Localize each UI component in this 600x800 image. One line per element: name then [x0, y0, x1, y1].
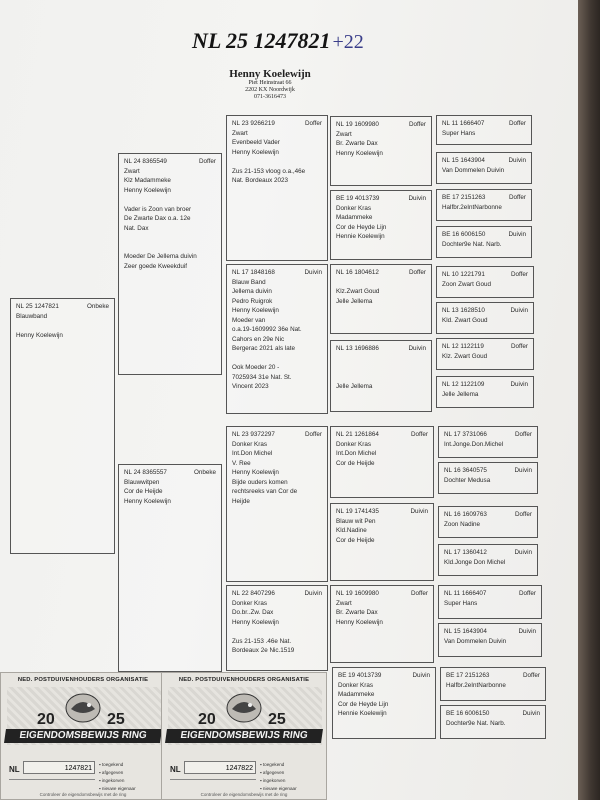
- pigeon-detail: Donker Kras: [232, 440, 267, 448]
- ownership-card: [161, 672, 327, 800]
- card-ring-number: 1247822: [184, 761, 256, 774]
- ring-number: BE 17 2151263: [446, 672, 490, 679]
- ring-number: NL 10 1221791: [442, 271, 485, 278]
- ownership-card: [0, 672, 166, 800]
- ring-number: NL 16 1609763: [444, 511, 487, 518]
- ancestor-box: [226, 115, 328, 261]
- card-country: NL: [9, 765, 20, 774]
- pigeon-detail: Henny Koelewijn: [232, 618, 279, 626]
- pigeon-detail: [124, 233, 216, 243]
- pigeon-detail: Jelle Jellema: [336, 297, 373, 305]
- pigeon-detail: Halfbr.2eIntNarbonne: [446, 681, 506, 689]
- pigeon-detail: Jellema duivin: [232, 288, 272, 295]
- pigeon-detail: Klz. Zwart Goud: [442, 352, 488, 360]
- ring-number: NL 12 1122119: [442, 343, 484, 350]
- pigeon-detail: Int.Don Michel: [336, 450, 377, 457]
- sex-label: Doffer: [510, 271, 528, 278]
- pigeon-detail: Ook Moeder 20 -: [232, 364, 280, 371]
- pigeon-detail: [124, 243, 216, 253]
- subject-pigeon-box: [10, 298, 115, 554]
- pigeon-detail: Dochter9e Nat. Narb.: [446, 719, 506, 727]
- pigeon-detail: Do.br..Zw. Dax: [232, 609, 274, 616]
- ancestor-box: [438, 506, 538, 538]
- sex-label: Onbeke: [86, 303, 109, 310]
- pigeon-detail: Kld.Jonge Don Michel: [444, 558, 506, 566]
- pigeon-detail: Blauw wit Pen: [336, 517, 376, 525]
- ring-number: NL 23 9266219: [232, 120, 275, 127]
- card-header: NED. POSTDUIVENHOUDERS ORGANISATIE: [17, 677, 149, 683]
- pigeon-detail: Van Dommelen Duivin: [442, 166, 505, 174]
- pigeon-emblem-icon: [224, 691, 264, 725]
- sex-label: Duivin: [510, 381, 528, 388]
- pigeon-detail: [336, 363, 426, 373]
- pigeon-detail: [232, 627, 322, 637]
- pigeon-detail: Moeder van: [232, 316, 266, 324]
- ancestor-box: [436, 189, 532, 221]
- sex-label: Duivin: [522, 710, 540, 717]
- sex-label: Duivin: [304, 269, 322, 276]
- card-icon-label: ▪ ingekorven: [99, 778, 125, 783]
- pigeon-detail: Blauw Band: [232, 278, 266, 286]
- pigeon-detail: Henny Koelewijn: [232, 469, 279, 476]
- pigeon-detail: Nat. Dax: [124, 224, 149, 232]
- card-icon-label: ▪ nieuwe eigenaar: [99, 786, 136, 791]
- sex-label: Doffer: [514, 431, 532, 438]
- pigeon-detail: Blauwwitpen: [124, 478, 160, 486]
- pigeon-detail: Klz.Zwart Goud: [336, 288, 380, 295]
- pigeon-detail: Van Dommelen Duivin: [444, 637, 507, 645]
- pigeon-detail: V. Ree: [232, 459, 251, 467]
- pigeon-detail: Cor de Heijde: [336, 459, 375, 467]
- sex-label: Doffer: [508, 120, 526, 127]
- pigeon-detail: Br. Zwarte Dax: [336, 140, 378, 147]
- pigeon-detail: Klz Madammeke: [124, 177, 171, 184]
- table-edge: [578, 0, 600, 800]
- card-country: NL: [170, 765, 181, 774]
- pigeon-detail: Jelle Jellema: [442, 390, 479, 398]
- sex-label: Duivin: [508, 157, 526, 164]
- sex-label: Doffer: [522, 672, 540, 679]
- ring-number: BE 19 4013739: [336, 195, 380, 202]
- sex-label: Doffer: [514, 511, 532, 518]
- sex-label: Onbeke: [193, 469, 216, 476]
- pigeon-emblem-icon: [63, 691, 103, 725]
- pigeon-detail: Zus 21-153 .46e Nat.: [232, 637, 292, 645]
- ring-number: NL 15 1643904: [444, 628, 487, 635]
- ring-number: NL 15 1643904: [442, 157, 485, 164]
- card-header: NED. POSTDUIVENHOUDERS ORGANISATIE: [178, 677, 310, 683]
- ancestor-box: [226, 426, 328, 582]
- pigeon-detail: Henny Koelewijn: [232, 307, 279, 314]
- ring-number: NL 11 1666407: [444, 590, 487, 597]
- sex-label: Doffer: [304, 431, 322, 438]
- pigeon-detail: o.a.19-1609992 36e Nat.: [232, 326, 302, 333]
- ancestor-box: [436, 376, 534, 408]
- ancestor-box: [118, 464, 222, 672]
- pigeon-detail: Moeder De Jellema duivin: [124, 253, 197, 260]
- ancestor-box: [330, 190, 432, 260]
- ring-number: NL 13 1696886: [336, 345, 379, 352]
- pigeon-detail: Henny Koelewijn: [336, 149, 383, 157]
- card-band: EIGENDOMSBEWIJS RING: [4, 729, 162, 743]
- card-year-left: 20: [37, 711, 55, 728]
- ancestor-box: [436, 266, 534, 298]
- ring-number: BE 17 2151263: [442, 194, 486, 201]
- pigeon-detail: Blauwband: [16, 312, 48, 320]
- pigeon-detail: 7025934 31e Nat. St.: [232, 373, 292, 381]
- pigeon-detail: Henny Koelewijn: [16, 331, 63, 339]
- ring-number: NL 17 1848168: [232, 269, 275, 276]
- ancestor-box: [332, 667, 436, 739]
- pigeon-detail: Hennie Koelewijn: [338, 710, 387, 717]
- pigeon-detail: Int.Jonge.Don.Michel: [444, 440, 504, 448]
- pigeon-detail: Bordeaux 2e Nic.1519: [232, 647, 295, 654]
- sex-label: Duivin: [508, 231, 526, 238]
- ancestor-box: [330, 585, 434, 663]
- pigeon-detail: Int.Don Michel: [232, 450, 273, 457]
- card-icon-label: ▪ toegekend: [260, 762, 285, 767]
- pigeon-detail: De Zwarte Dax o.a. 12e: [124, 215, 191, 222]
- sex-label: Duivin: [412, 672, 430, 679]
- pigeon-detail: Pedro Ruigrok: [232, 297, 273, 305]
- sex-label: Duivin: [518, 628, 536, 635]
- ancestor-box: [440, 705, 546, 739]
- pigeon-detail: Hennie Koelewijn: [336, 233, 385, 240]
- sex-label: Doffer: [408, 269, 426, 276]
- card-icon-label: ▪ afgegeven: [260, 770, 285, 775]
- pigeon-detail: Henny Koelewijn: [336, 618, 383, 626]
- ancestor-box: [440, 667, 546, 701]
- sex-label: Duivin: [304, 590, 322, 597]
- pigeon-detail: Donker Kras: [232, 599, 267, 607]
- pigeon-detail: Zoon Zwart Goud: [442, 280, 491, 288]
- sex-label: Doffer: [410, 431, 428, 438]
- pigeon-detail: [124, 195, 216, 205]
- sex-label: Doffer: [304, 120, 322, 127]
- sex-label: Doffer: [198, 158, 216, 165]
- owner-address-1: Piet Heinstraat 66: [248, 80, 292, 86]
- ancestor-box: [118, 153, 222, 375]
- ancestor-box: [436, 115, 532, 145]
- owner-name: Henny Koelewijn: [229, 68, 311, 80]
- pigeon-detail: Zus 21-153 vloog o.a.,46e: [232, 167, 306, 175]
- card-ring-number: 1247821: [23, 761, 95, 774]
- ring-number: NL 23 9372297: [232, 431, 275, 438]
- ring-number: NL 19 1741435: [336, 508, 379, 515]
- ancestor-box: [226, 585, 328, 671]
- ancestor-box: [330, 264, 432, 334]
- pigeon-detail: Henny Koelewijn: [124, 497, 171, 505]
- pigeon-detail: Cor de Heyde Lijn: [336, 223, 387, 231]
- pigeon-detail: Bijde ouders komen: [232, 478, 288, 486]
- card-year-left: 20: [198, 711, 216, 728]
- pigeon-detail: Zeer goede Kweekduif: [124, 262, 188, 270]
- card-icon-label: ▪ ingekorven: [260, 778, 286, 783]
- card-footer: Controleer de eigendomsbewijs met de ring: [39, 792, 127, 797]
- pigeon-detail: Vader is Zoon van broer: [124, 205, 192, 213]
- ring-number: NL 16 3640575: [444, 467, 487, 474]
- pigeon-detail: Donker Kras: [338, 681, 373, 689]
- pigeon-detail: [16, 321, 109, 331]
- ring-number: NL 13 1628510: [442, 307, 485, 314]
- sex-label: Duivin: [408, 195, 426, 202]
- card-icon-label: ▪ nieuwe eigenaar: [260, 786, 297, 791]
- pigeon-detail: Nat. Bordeaux 2023: [232, 177, 289, 184]
- ancestor-box: [436, 302, 534, 334]
- card-icon-label: ▪ afgegeven: [99, 770, 124, 775]
- owner-phone: 071-3616473: [254, 94, 286, 100]
- ancestor-box: [436, 226, 532, 258]
- ancestor-box: [330, 116, 432, 186]
- card-year-right: 25: [268, 711, 286, 728]
- pigeon-detail: Henny Koelewijn: [124, 186, 171, 194]
- ring-number: NL 24 8365557: [124, 469, 167, 476]
- ancestor-box: [438, 585, 542, 619]
- sex-label: Doffer: [518, 590, 536, 597]
- ring-number: NL 24 8365549: [124, 158, 167, 165]
- ancestor-box: [436, 338, 534, 370]
- ring-number: NL 25 1247821: [16, 303, 59, 310]
- pigeon-detail: Madammeke: [336, 214, 373, 221]
- owner-block: [210, 68, 330, 101]
- ancestor-box: [330, 340, 432, 412]
- ring-number: BE 19 4013739: [338, 672, 382, 679]
- owner-address-2: 2202 KX Noordwijk: [245, 87, 295, 93]
- ring-number: NL 17 3731066: [444, 431, 487, 438]
- sex-label: Doffer: [408, 121, 426, 128]
- sex-label: Duivin: [410, 508, 428, 515]
- card-band: EIGENDOMSBEWIJS RING: [165, 729, 323, 743]
- pigeon-detail: [232, 354, 322, 364]
- pigeon-detail: Donker Kras: [336, 440, 371, 448]
- pigeon-detail: Vincent 2023: [232, 383, 269, 390]
- ring-number: NL 22 8407296: [232, 590, 275, 597]
- pigeon-detail: Zwart: [336, 599, 352, 607]
- ring-number: BE 16 6006150: [446, 710, 490, 717]
- pigeon-detail: Zwart: [336, 130, 352, 138]
- ancestor-box: [330, 503, 434, 581]
- pigeon-detail: Dochter Medusa: [444, 476, 491, 484]
- pigeon-detail: [232, 157, 322, 167]
- page-title: NL 25 1247821 +22: [192, 28, 364, 53]
- card-icons: [99, 761, 163, 793]
- handwritten-annotation: +22: [332, 31, 364, 53]
- pigeon-detail: [336, 373, 426, 383]
- ring-number: NL 16 1804612: [336, 269, 379, 276]
- pigeon-detail: Zoon Nadine: [444, 520, 481, 528]
- sex-label: Duivin: [514, 467, 532, 474]
- pigeon-detail: Zwart: [124, 167, 140, 175]
- pigeon-detail: Bergerac 2021 als late: [232, 345, 296, 352]
- ancestor-box: [438, 426, 538, 458]
- sex-label: Doffer: [410, 590, 428, 597]
- sex-label: Duivin: [510, 307, 528, 314]
- sex-label: Doffer: [508, 194, 526, 201]
- pigeon-detail: Henny Koelewijn: [232, 148, 279, 156]
- card-year-right: 25: [107, 711, 125, 728]
- ancestor-box: [330, 426, 434, 498]
- ancestor-box: [438, 544, 538, 576]
- card-footer: Controleer de eigendomsbewijs met de ring: [200, 792, 288, 797]
- pigeon-detail: Dochter9e Nat. Narb.: [442, 240, 502, 248]
- pigeon-detail: [336, 278, 426, 288]
- pigeon-detail: Halfbr.2eIntNarbonne: [442, 203, 502, 211]
- sex-label: Duivin: [408, 345, 426, 352]
- ancestor-box: [438, 623, 542, 657]
- pigeon-detail: [336, 354, 426, 364]
- card-icons: [260, 761, 324, 793]
- pigeon-detail: Kld. Zwart Goud: [442, 316, 488, 324]
- ancestor-box: [436, 152, 532, 184]
- pigeon-detail: Donker Kras: [336, 204, 371, 212]
- pigeon-detail: Super Hans: [442, 129, 476, 137]
- ancestor-box: [438, 462, 538, 494]
- ring-number: NL 21 1261864: [336, 431, 379, 438]
- ring-number: NL 19 1609980: [336, 121, 379, 128]
- pigeon-detail: Cahors en 29e Nic: [232, 335, 285, 343]
- ring-number: NL 19 1609980: [336, 590, 379, 597]
- pigeon-detail: rechtsreeks van Cor de: [232, 488, 298, 495]
- card-icon-label: ▪ toegekend: [99, 762, 124, 767]
- pigeon-detail: Heijde: [232, 497, 250, 505]
- ring-number: BE 16 6006150: [442, 231, 486, 238]
- sex-label: Duivin: [514, 549, 532, 556]
- pigeon-detail: Br. Zwarte Dax: [336, 609, 378, 616]
- pigeon-detail: Evenbeeld Vader: [232, 139, 280, 146]
- ring-number: NL 11 1666407: [442, 120, 485, 127]
- ring-number: NL 17 1360412: [444, 549, 487, 556]
- pigeon-detail: Kld.Nadine: [336, 527, 367, 534]
- sex-label: Doffer: [510, 343, 528, 350]
- pigeon-detail: Cor de Heijde: [124, 488, 163, 495]
- pigeon-detail: Super Hans: [444, 599, 478, 607]
- ring-number: NL 12 1122109: [442, 381, 485, 388]
- pigeon-detail: Madammeke: [338, 691, 375, 698]
- ancestor-box: [226, 264, 328, 414]
- pigeon-detail: Cor de Heyde Lijn: [338, 700, 389, 708]
- pigeon-detail: Jelle Jellema: [336, 383, 373, 390]
- pigeon-detail: Cor de Heijde: [336, 536, 375, 544]
- pigeon-detail: Zwart: [232, 129, 248, 137]
